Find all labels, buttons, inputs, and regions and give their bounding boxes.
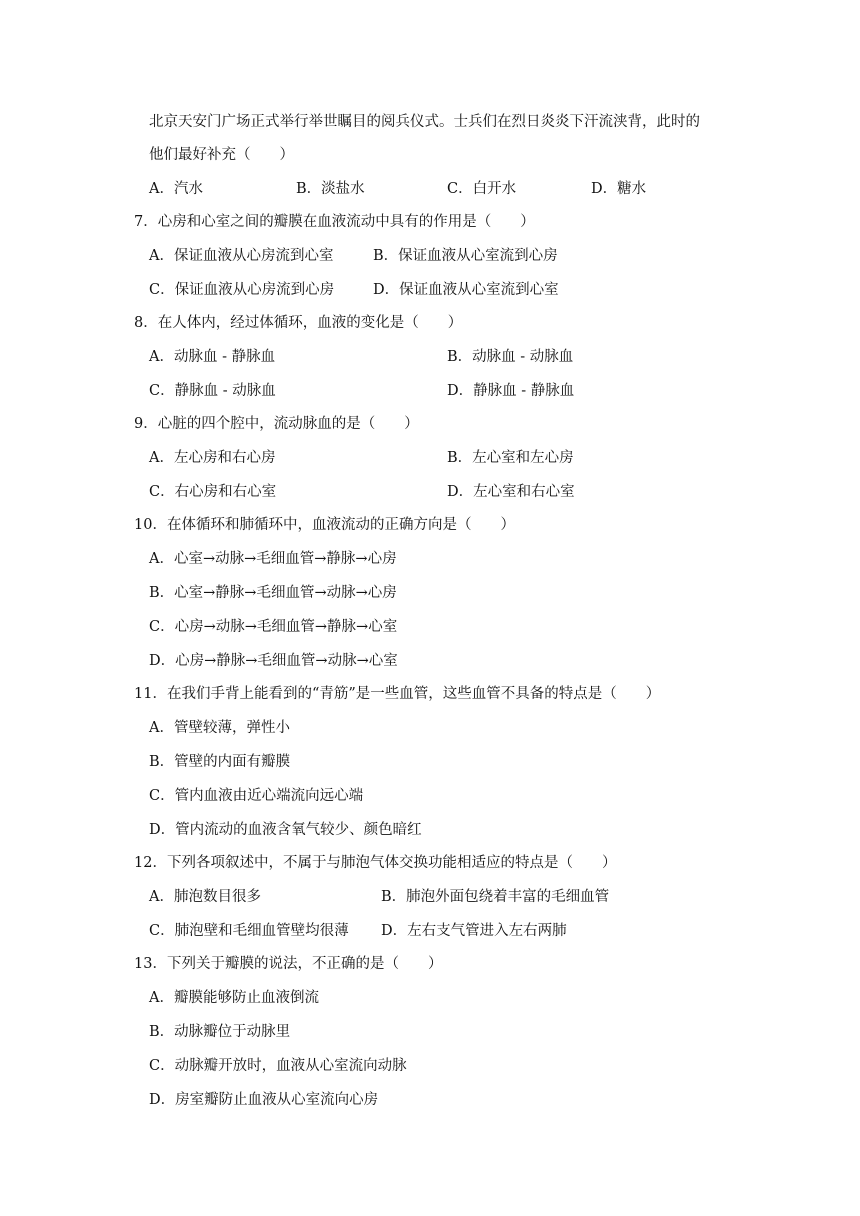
q10-option-a: A．心室→动脉→毛细血管→静脉→心房	[149, 551, 397, 567]
q12-option-c: C．肺泡壁和毛细血管壁均很薄	[149, 923, 349, 939]
q6-option-d: D．糖水	[591, 181, 647, 197]
q6-option-b: B．淡盐水	[296, 181, 365, 197]
q9-option-c: C．右心房和右心室	[149, 484, 277, 500]
q13-option-b: B．动脉瓣位于动脉里	[149, 1024, 291, 1040]
q6-option-c: C．白开水	[447, 181, 517, 197]
q12-stem: 12．下列各项叙述中，不属于与肺泡气体交换功能相适应的特点是（ ）	[134, 855, 617, 871]
q11-option-c: C．管内血液由近心端流向远心端	[149, 788, 364, 804]
q13-option-a: A．瓣膜能够防止血液倒流	[149, 990, 319, 1006]
q8-stem: 8．在人体内，经过体循环，血液的变化是（ ）	[134, 315, 463, 331]
q9-option-a: A．左心房和右心房	[149, 450, 276, 466]
q8-option-c: C．静脉血 - 动脉血	[149, 383, 276, 399]
q11-option-d: D．管内流动的血液含氧气较少、颜色暗红	[149, 822, 422, 838]
q12-option-b: B．肺泡外面包绕着丰富的毛细血管	[381, 889, 610, 905]
q9-option-d: D．左心室和右心室	[447, 484, 575, 500]
q12-option-d: D．左右支气管进入左右两肺	[381, 923, 567, 939]
q11-stem: 11．在我们手背上能看到的“青筋”是一些血管，这些血管不具备的特点是（ ）	[134, 686, 661, 702]
q13-stem: 13．下列关于瓣膜的说法，不正确的是（ ）	[134, 956, 443, 972]
q7-option-d: D．保证血液从心室流到心室	[373, 282, 559, 298]
q8-option-b: B．动脉血 - 动脉血	[447, 349, 574, 365]
q12-option-a: A．肺泡数目很多	[149, 889, 261, 905]
q11-option-b: B．管壁的内面有瓣膜	[149, 754, 291, 770]
q9-stem: 9．心脏的四个腔中，流动脉血的是（ ）	[134, 416, 419, 432]
q10-stem: 10．在体循环和肺循环中，血液流动的正确方向是（ ）	[134, 517, 515, 533]
q13-option-d: D．房室瓣防止血液从心室流向心房	[149, 1092, 379, 1108]
q6-stem-line2: 他们最好补充（ ）	[149, 147, 294, 163]
q10-option-b: B．心室→静脉→毛细血管→动脉→心房	[149, 585, 397, 601]
q10-option-c: C．心房→动脉→毛细血管→静脉→心室	[149, 619, 398, 635]
q6-option-a: A．汽水	[149, 181, 203, 197]
q9-option-b: B．左心室和左心房	[447, 450, 574, 466]
q13-option-c: C．动脉瓣开放时，血液从心室流向动脉	[149, 1058, 407, 1074]
q8-option-d: D．静脉血 - 静脉血	[447, 383, 575, 399]
q8-option-a: A．动脉血 - 静脉血	[149, 349, 276, 365]
q10-option-d: D．心房→静脉→毛细血管→动脉→心室	[149, 653, 398, 669]
q7-option-c: C．保证血液从心房流到心房	[149, 282, 335, 298]
q7-stem: 7．心房和心室之间的瓣膜在血液流动中具有的作用是（ ）	[134, 214, 535, 230]
q6-stem-line1: 北京天安门广场正式举行举世瞩目的阅兵仪式。士兵们在烈日炎炎下汗流浃背，此时的	[149, 114, 700, 130]
q7-option-a: A．保证血液从心房流到心室	[149, 248, 334, 264]
q11-option-a: A．管壁较薄，弹性小	[149, 720, 290, 736]
q7-option-b: B．保证血液从心室流到心房	[373, 248, 558, 264]
